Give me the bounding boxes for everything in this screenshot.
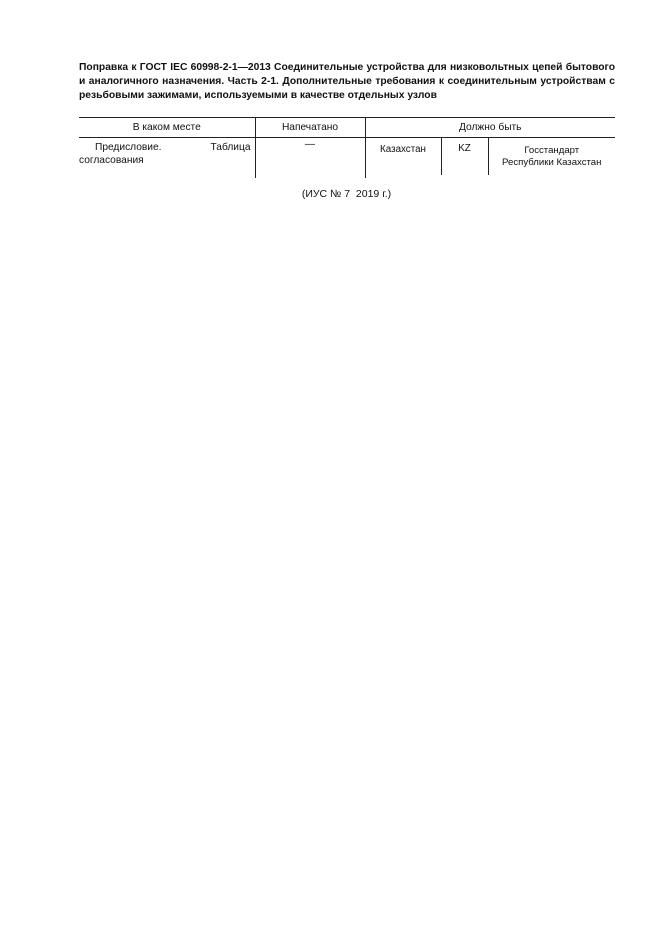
correction-table — [79, 117, 615, 178]
cell-should-be — [365, 138, 615, 179]
cell-printed: — — [255, 138, 365, 179]
table-row — [79, 138, 615, 179]
header-printed: Напечатано — [255, 118, 365, 138]
header-should-be: Должно быть — [365, 118, 615, 138]
should-be-subgrid — [366, 138, 616, 175]
cell-country: Казахстан — [380, 144, 426, 155]
table-header-row — [79, 118, 615, 138]
standards-body-line-1: Госстандарт — [524, 145, 580, 156]
cell-country-code: KZ — [441, 138, 488, 175]
cell-standards-body — [488, 138, 616, 175]
header-place: В каком месте — [79, 118, 255, 138]
standards-body-line-2: Республики Казахстан — [502, 156, 602, 168]
amendment-title: Поправка к ГОСТ IEC 60998-2-1—2013 Соединительные устройства для низковольтных цепей бытового и аналогичного назначения. Часть 2-1. Дополнительные требования к соединительным устройствам с резьбовыми зажимами, используемыми в качестве отдельных узлов — [79, 62, 615, 101]
cell-place: Предисловие. Таблица согласования — [79, 142, 251, 166]
publication-note: (ИУС № 7 2019 г.) — [301, 188, 392, 200]
